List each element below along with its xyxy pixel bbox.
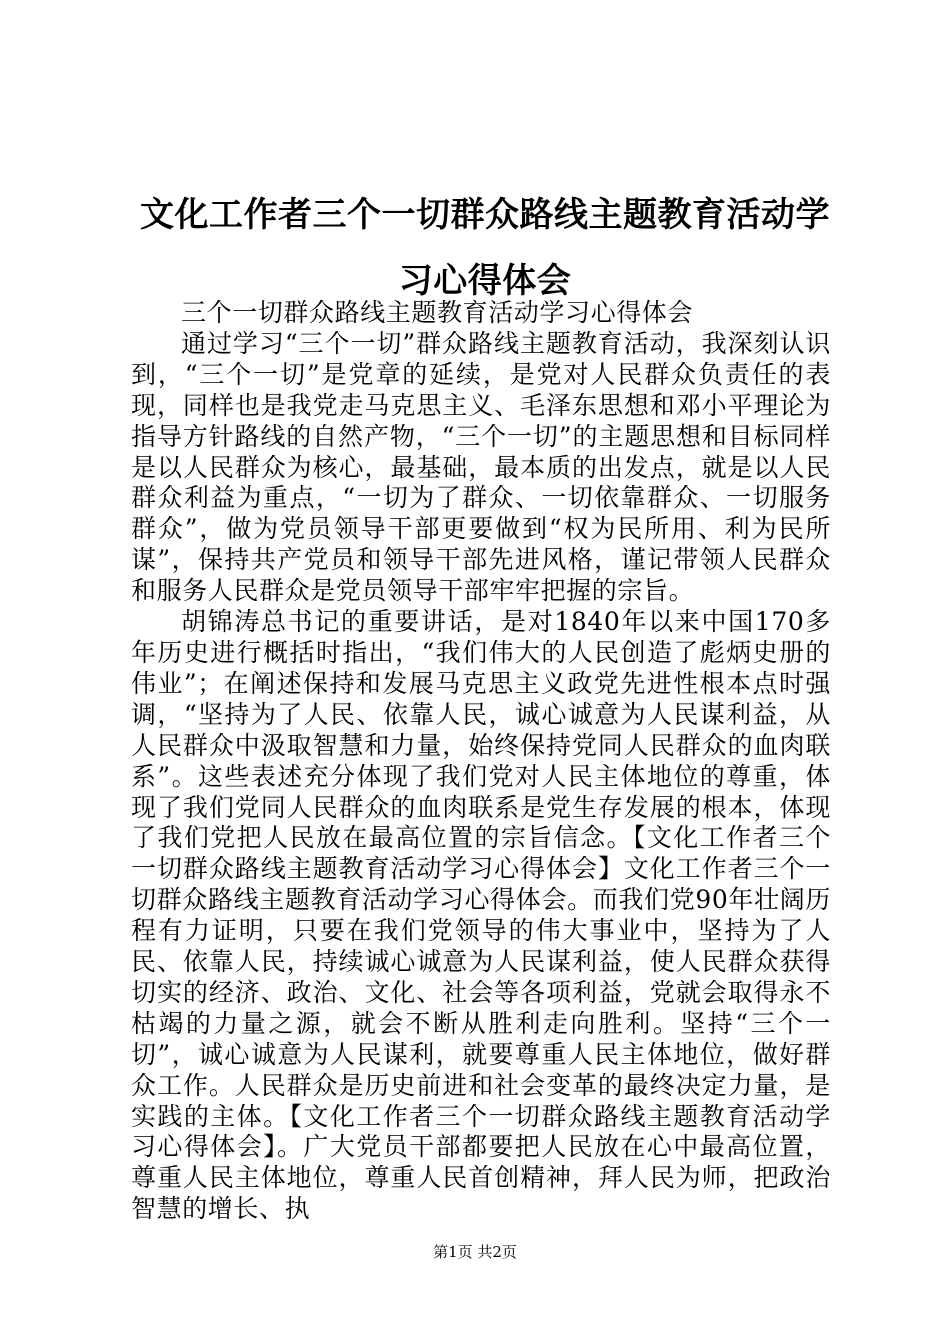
paragraph-subtitle: 三个一切群众路线主题教育活动学习心得体会 (181, 298, 694, 327)
document-body (131, 298, 831, 1225)
paragraph: 胡锦涛总书记的重要讲话，是对1840年以来中国170多年历史进行概括时指出，“我们伟大的人民创造了彪炳史册的伟业”；在阐述保持和发展马克思主义政党先进性根本点时强调，“坚持为了人民、依靠人民，诚心诚意为人民谋利益，从人民群众中汲取智慧和力量，始终保持党同人民群众的血肉联系”。这些表述充分体现了我们党对人民主体地位的尊重，体现了我们党同人民群众的血肉联系是党生存发展的根本，体现了我们党把人民放在最高位置的宗旨信念。【文化工作者三个一切群众路线主题教育活动学习心得体会】文化工作者三个一切群众路线主题教育活动学习心得体会。而我们党90年壮阔历程有力证明，只要在我们党领导的伟大事业中，坚持为了人民、依靠人民，持续诚心诚意为人民谋利益，使人民群众获得切实的经济、政治、文化、社会等各项利益，党就会取得永不枯竭的力量之源，就会不断从胜利走向胜利。坚持“三个一切”，诚心诚意为人民谋利，就要尊重人民主体地位，做好群众工作。人民群众是历史前进和社会变革的最终决定力量，是实践的主体。【文化工作者三个一切群众路线主题教育活动学习心得体会】。广大党员干部都要把人民放在心中最高位置，尊重人民主体地位，尊重人民首创精神，拜人民为师，把政治智慧的增长、执 (131, 607, 831, 1224)
document-title: 文化工作者三个一切群众路线主题教育活动学习心得体会 (140, 195, 830, 301)
page-footer: 第1页 共2页 (433, 1243, 517, 1261)
paragraph: 通过学习“三个一切”群众路线主题教育活动，我深刻认识到，“三个一切”是党章的延续，是党对人民群众负责任的表现，同样也是我党走马克思主义、毛泽东思想和邓小平理论为指导方针路线的自然产物，“三个一切”的主题思想和目标同样是以人民群众为核心，最基础，最本质的出发点，就是以人民群众利益为重点，“一切为了群众、一切依靠群众、一切服务群众”，做为党员领导干部更要做到“权为民所用、利为民所谋”，保持共产党员和领导干部先进风格，谨记带领人民群众和服务人民群众是党员领导干部牢牢把握的宗旨。 (131, 328, 831, 606)
